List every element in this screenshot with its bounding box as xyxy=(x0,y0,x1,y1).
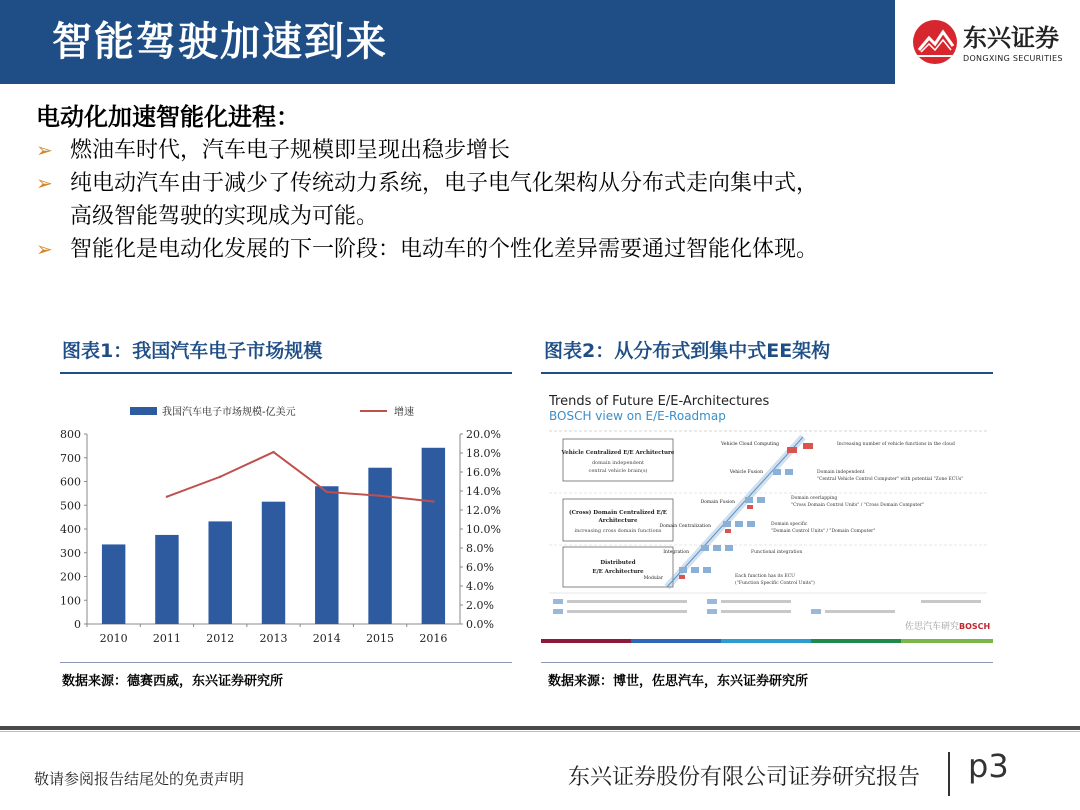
step-integration: Integration xyxy=(663,550,689,555)
y-left-tick-label: 700 xyxy=(60,451,81,465)
note-function-specific: ("Function Specific Control Units") xyxy=(735,581,815,586)
legend-line-label: 增速 xyxy=(394,407,414,418)
bar-2016 xyxy=(422,448,445,624)
box2-line2: Architecture xyxy=(598,518,638,524)
y-left-tick-label: 600 xyxy=(60,475,81,489)
note-domain-control: "Domain Control Units" / "Domain Computer" xyxy=(771,529,876,534)
step-vehicle-cloud: Vehicle Cloud Computing xyxy=(721,442,779,447)
note-own-ecu: Each function has its ECU xyxy=(735,574,795,579)
logo-name: 东兴证券 xyxy=(963,24,1059,52)
y-right-tick-label: 18.0% xyxy=(466,447,501,460)
growth-point-2015 xyxy=(379,495,381,497)
growth-point-2016 xyxy=(432,500,434,502)
y-left-tick-label: 400 xyxy=(60,523,81,536)
slide-title: 智能驾驶加速到来 xyxy=(52,19,388,65)
bullet-item xyxy=(36,134,1056,167)
step-domain-fusion: Domain Fusion xyxy=(700,500,735,505)
y-right-tick-label: 4.0% xyxy=(466,580,494,593)
note-central-computer: "Central Vehicle Control Computer" with potential "Zone ECUs" xyxy=(817,477,964,482)
note-domain-overlapping: Domain overlapping xyxy=(791,496,838,501)
arrow-bullet-icon: ➢ xyxy=(36,171,53,195)
page-number: p3 xyxy=(968,747,1009,785)
bullet-text: 智能化是电动化发展的下一阶段：电动车的个性化差异需要通过智能化体现。 xyxy=(70,237,819,262)
bar-2014 xyxy=(315,486,338,624)
growth-point-2011 xyxy=(166,496,168,498)
x-tick-label: 2013 xyxy=(259,632,288,645)
figure1-title: 图表1：我国汽车电子市场规模 xyxy=(62,340,323,362)
box1-title: Vehicle Centralized E/E Architecture xyxy=(561,450,675,456)
legend-bar-swatch xyxy=(130,407,157,415)
x-tick-label: 2010 xyxy=(99,632,128,645)
growth-rate-line xyxy=(167,452,433,501)
figure2-title: 图表2：从分布式到集中式EE架构 xyxy=(544,340,831,362)
note-domain-specific: Domain specific xyxy=(771,522,808,527)
box1-line3: central vehicle brain(s) xyxy=(588,468,648,474)
section-heading: 电动化加速智能化进程： xyxy=(36,103,300,131)
ee-architecture-image xyxy=(541,381,993,647)
y-right-tick-label: 0.0% xyxy=(466,618,494,631)
x-tick-label: 2012 xyxy=(206,632,235,645)
growth-point-2013 xyxy=(272,451,274,453)
figure2-rule xyxy=(541,372,993,374)
arrow-bullet-icon: ➢ xyxy=(36,237,53,261)
y-right-tick-label: 12.0% xyxy=(466,504,501,517)
y-right-tick-label: 16.0% xyxy=(466,466,501,479)
y-left-tick-label: 200 xyxy=(60,570,81,584)
image-title: Trends of Future E/E-Architectures xyxy=(549,394,770,409)
figure1-source: 数据来源：德赛西威，东兴证券研究所 xyxy=(62,674,284,689)
x-tick-label: 2016 xyxy=(419,632,448,645)
company-report-label: 东兴证券股份有限公司证券研究报告 xyxy=(568,765,921,790)
y-left-tick-label: 100 xyxy=(60,594,81,608)
growth-point-2014 xyxy=(326,491,328,493)
y-right-tick-label: 10.0% xyxy=(466,523,501,536)
y-right-tick-label: 2.0% xyxy=(466,599,494,612)
step-domain-centralization: Domain Centralization xyxy=(659,524,711,529)
image-subtitle: BOSCH view on E/E-Roadmap xyxy=(549,409,726,423)
step-modular: Modular xyxy=(643,576,663,581)
figure2-bottom-rule xyxy=(541,662,993,663)
bar-2013 xyxy=(262,502,285,624)
page-separator xyxy=(948,752,950,796)
footer-rule-light xyxy=(0,731,1080,732)
x-tick-label: 2014 xyxy=(312,632,341,645)
y-right-tick-label: 6.0% xyxy=(466,561,494,574)
arrow-bullet-icon: ➢ xyxy=(36,138,53,162)
bullet-text: 纯电动汽车由于减少了传统动力系统，电子电气化架构从分布式走向集中式， xyxy=(70,171,819,196)
header xyxy=(0,0,1080,84)
box3-title: Distributed xyxy=(600,560,636,566)
y-left-tick-label: 800 xyxy=(60,428,81,441)
step-vehicle-fusion: Vehicle Fusion xyxy=(729,470,763,475)
note-cloud: Increasing number of vehicle functions in the cloud xyxy=(837,442,955,447)
bosch-brand: BOSCH xyxy=(959,622,991,631)
disclaimer: 敬请参阅报告结尾处的免责声明 xyxy=(34,770,245,788)
box1-line2: domain independent xyxy=(591,460,645,466)
logo-english: DONGXING SECURITIES xyxy=(963,54,1063,63)
box2-title: (Cross) Domain Centralized E/E xyxy=(569,510,667,516)
x-tick-label: 2015 xyxy=(366,632,395,645)
box2-line3: increasing cross domain functions xyxy=(574,528,662,534)
growth-point-2012 xyxy=(219,476,221,478)
bar-2011 xyxy=(155,535,178,624)
y-left-tick-label: 500 xyxy=(60,499,81,513)
bar-2012 xyxy=(208,521,231,624)
market-size-chart xyxy=(60,397,512,655)
title-bar xyxy=(0,0,895,84)
image-watermark: 佐思汽车研究 xyxy=(905,622,960,632)
y-right-tick-label: 8.0% xyxy=(466,542,494,555)
y-right-tick-label: 20.0% xyxy=(466,428,501,441)
bullet-text: 燃油车时代，汽车电子规模即呈现出稳步增长 xyxy=(70,138,511,163)
figure1-rule xyxy=(60,372,512,374)
note-domain-independent: Domain independent xyxy=(817,470,865,475)
bullet-text-continued: 高级智能驾驶的实现成为可能。 xyxy=(70,204,379,229)
logo-mark-icon xyxy=(913,20,957,64)
x-tick-label: 2011 xyxy=(152,632,181,645)
note-cross-domain: "Cross Domain Control Units" / "Cross Domain Computer" xyxy=(791,503,925,508)
body-text xyxy=(36,100,1056,266)
figure2-source: 数据来源：博世，佐思汽车，东兴证券研究所 xyxy=(548,674,809,689)
footer-rule xyxy=(0,726,1080,730)
bar-2010 xyxy=(102,544,125,624)
y-right-tick-label: 14.0% xyxy=(466,485,501,498)
bullet-item xyxy=(36,233,1056,266)
company-logo xyxy=(895,0,1080,84)
figure1-bottom-rule xyxy=(60,662,512,663)
note-functional-integration: Functional integration xyxy=(751,550,803,555)
bar-2015 xyxy=(368,468,391,624)
bullet-item xyxy=(36,167,1056,200)
y-left-tick-label: 300 xyxy=(60,546,81,560)
box3-line2: E/E Architecture xyxy=(592,569,644,575)
y-left-tick-label: 0 xyxy=(74,618,81,631)
legend-bar-label: 我国汽车电子市场规模-亿美元 xyxy=(162,407,296,418)
